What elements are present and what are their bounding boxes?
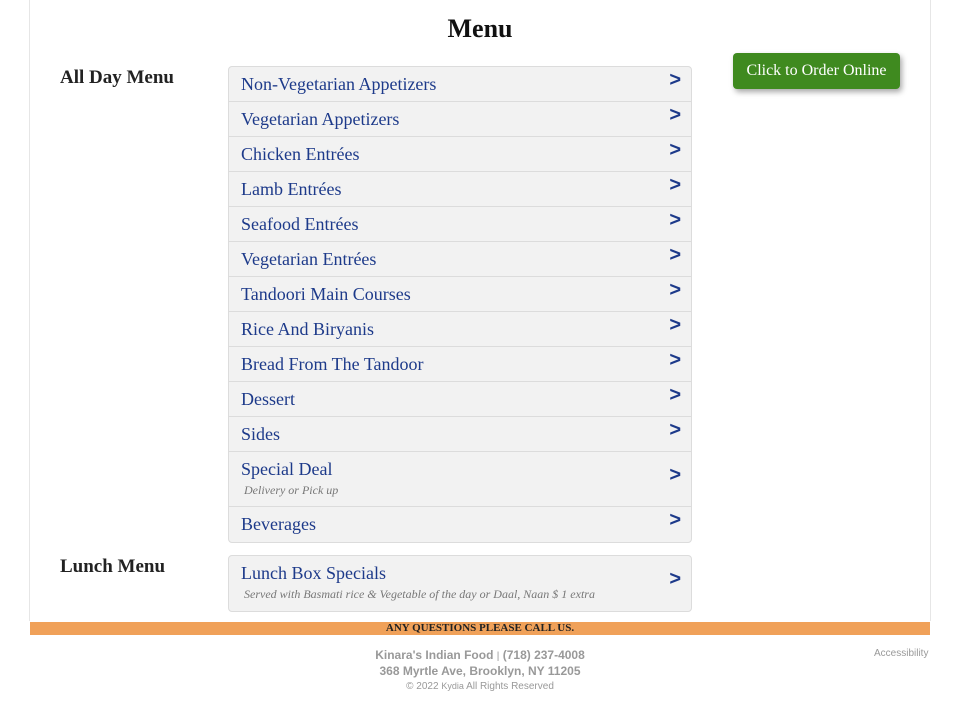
menu-item-label: Dessert (241, 389, 295, 409)
menu-item-non-veg-appetizers[interactable] (229, 67, 691, 102)
kydia-link[interactable]: Kydia (441, 681, 464, 691)
lunch-menu-title: Lunch Menu (60, 556, 166, 577)
chevron-right-icon: > (669, 139, 681, 161)
chevron-right-icon: > (669, 419, 681, 441)
menu-item-seafood-entrees[interactable] (229, 207, 691, 242)
menu-item-label: Lamb Entrées (241, 179, 342, 199)
menu-item-label: Bread From The Tandoor (241, 354, 424, 374)
menu-item-label: Special Deal (241, 459, 333, 479)
footer-separator: | (496, 651, 500, 662)
menu-item-lamb-entrees[interactable] (229, 172, 691, 207)
rights-text: All Rights Reserved (466, 681, 554, 692)
menu-item-note: Served with Basmati rice & Vegetable of the day or Daal, Naan $ 1 extra (244, 587, 595, 601)
chevron-right-icon: > (669, 279, 681, 301)
chevron-right-icon: > (669, 509, 681, 531)
chevron-right-icon: > (669, 174, 681, 196)
menu-item-label: Chicken Entrées (241, 144, 360, 164)
order-online-button[interactable]: Click to Order Online (733, 53, 900, 89)
menu-item-tandoori-main-courses[interactable] (229, 277, 691, 312)
chevron-right-icon: > (669, 349, 681, 371)
chevron-right-icon: > (669, 568, 681, 590)
menu-item-label: Seafood Entrées (241, 214, 359, 234)
lunch-menu-list (228, 555, 692, 612)
restaurant-name: Kinara's Indian Food (375, 648, 494, 662)
menu-item-label: Vegetarian Appetizers (241, 109, 400, 129)
chevron-right-icon: > (669, 314, 681, 336)
menu-item-dessert[interactable] (229, 382, 691, 417)
menu-item-veg-entrees[interactable] (229, 242, 691, 277)
menu-item-label: Sides (241, 424, 281, 444)
menu-item-rice-and-biryanis[interactable] (229, 312, 691, 347)
all-day-menu-title: All Day Menu (60, 67, 174, 88)
menu-item-label: Vegetarian Entrées (241, 249, 377, 269)
menu-item-label: Lunch Box Specials (241, 563, 386, 583)
menu-item-label: Rice And Biryanis (241, 319, 374, 339)
menu-item-chicken-entrees[interactable] (229, 137, 691, 172)
chevron-right-icon: > (669, 209, 681, 231)
chevron-right-icon: > (669, 464, 681, 486)
menu-item-label: Non-Vegetarian Appetizers (241, 74, 437, 94)
accessibility-link[interactable]: Accessibility (874, 648, 929, 659)
menu-item-bread-from-tandoor[interactable] (229, 347, 691, 382)
menu-item-beverages[interactable] (229, 507, 691, 542)
menu-item-veg-appetizers[interactable] (229, 102, 691, 137)
chevron-right-icon: > (669, 69, 681, 91)
menu-item-label: Tandoori Main Courses (241, 284, 411, 304)
call-us-banner: ANY QUESTIONS PLEASE CALL US. (30, 622, 930, 635)
menu-item-special-deal[interactable] (229, 452, 691, 507)
chevron-right-icon: > (669, 384, 681, 406)
chevron-right-icon: > (669, 244, 681, 266)
copyright-text: © 2022 (406, 681, 439, 692)
menu-item-label: Beverages (241, 514, 316, 534)
page-title: Menu (447, 14, 513, 43)
menu-item-note: Delivery or Pick up (244, 483, 339, 497)
phone-link[interactable]: (718) 237-4008 (502, 648, 585, 662)
footer (0, 648, 960, 693)
restaurant-address: 368 Myrtle Ave, Brooklyn, NY 11205 (379, 664, 581, 678)
menu-item-sides[interactable] (229, 417, 691, 452)
menu-item-lunch-box-specials[interactable] (229, 556, 691, 611)
all-day-menu-list (228, 66, 692, 543)
chevron-right-icon: > (669, 104, 681, 126)
